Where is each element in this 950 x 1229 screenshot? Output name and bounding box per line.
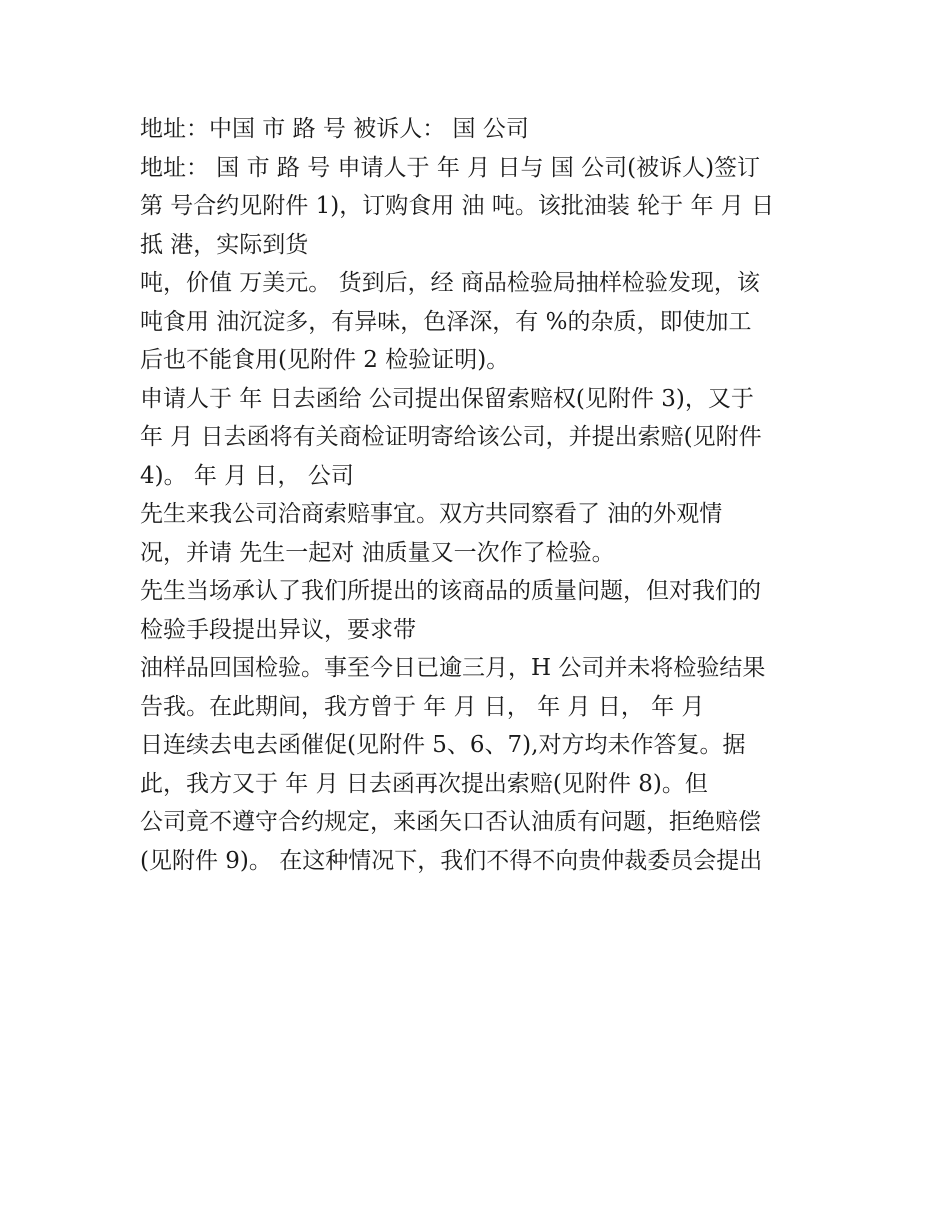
text-line: 公司竟不遵守合约规定，来函矢口否认油质有问题，拒绝赔偿 [140, 809, 761, 835]
text-line: 先生当场承认了我们所提出的该商品的质量问题，但对我们的 [140, 578, 761, 604]
document-body [140, 110, 820, 880]
text-line: 年 月 日去函将有关商检证明寄给该公司，并提出索赔(见附件 [140, 424, 762, 450]
text-line: 吨，价值 万美元。 货到后，经 商品检验局抽样检验发现，该 [140, 270, 760, 296]
text-line: 检验手段提出异议，要求带 [140, 616, 416, 643]
text-line: 此，我方又于 年 月 日去函再次提出索赔(见附件 8)。但 [140, 770, 708, 797]
text-line: 第 号合约见附件 1)，订购食用 油 吨。该批油装 轮于 年 月 日 [140, 193, 775, 219]
text-line: 4)。 年 月 日， 公司 [140, 462, 354, 489]
text-line: 况，并请 先生一起对 油质量又一次作了检验。 [140, 539, 615, 566]
text-line: 日连续去电去函催促(见附件 5、6、7),对方均未作答复。据 [140, 732, 746, 758]
text-line: 先生来我公司洽商索赔事宜。双方共同察看了 油的外观情 [140, 501, 723, 527]
text-line: (见附件 9)。 在这种情况下，我们不得不向贵仲裁委员会提出 [140, 847, 763, 874]
text-line: 地址：中国 市 路 号 被诉人： 国 公司 [140, 116, 529, 142]
text-line: 后也不能食用(见附件 2 检验证明)。 [140, 347, 510, 373]
text-line: 抵 港，实际到货 [140, 231, 309, 258]
text-line: 告我。在此期间，我方曾于 年 月 日， 年 月 日， 年 月 [140, 693, 705, 720]
text-line: 油样品回国检验。事至今日已逾三月，H 公司并未将检验结果 [140, 655, 766, 681]
text-line: 地址： 国 市 路 号 申请人于 年 月 日与 国 公司(被诉人)签订 [140, 154, 761, 181]
text-line: 吨食用 油沉淀多，有异味，色泽深，有 %的杂质，即使加工 [140, 308, 752, 335]
text-line: 申请人于 年 日去函给 公司提出保留索赔权(见附件 3)，又于 [140, 385, 754, 412]
